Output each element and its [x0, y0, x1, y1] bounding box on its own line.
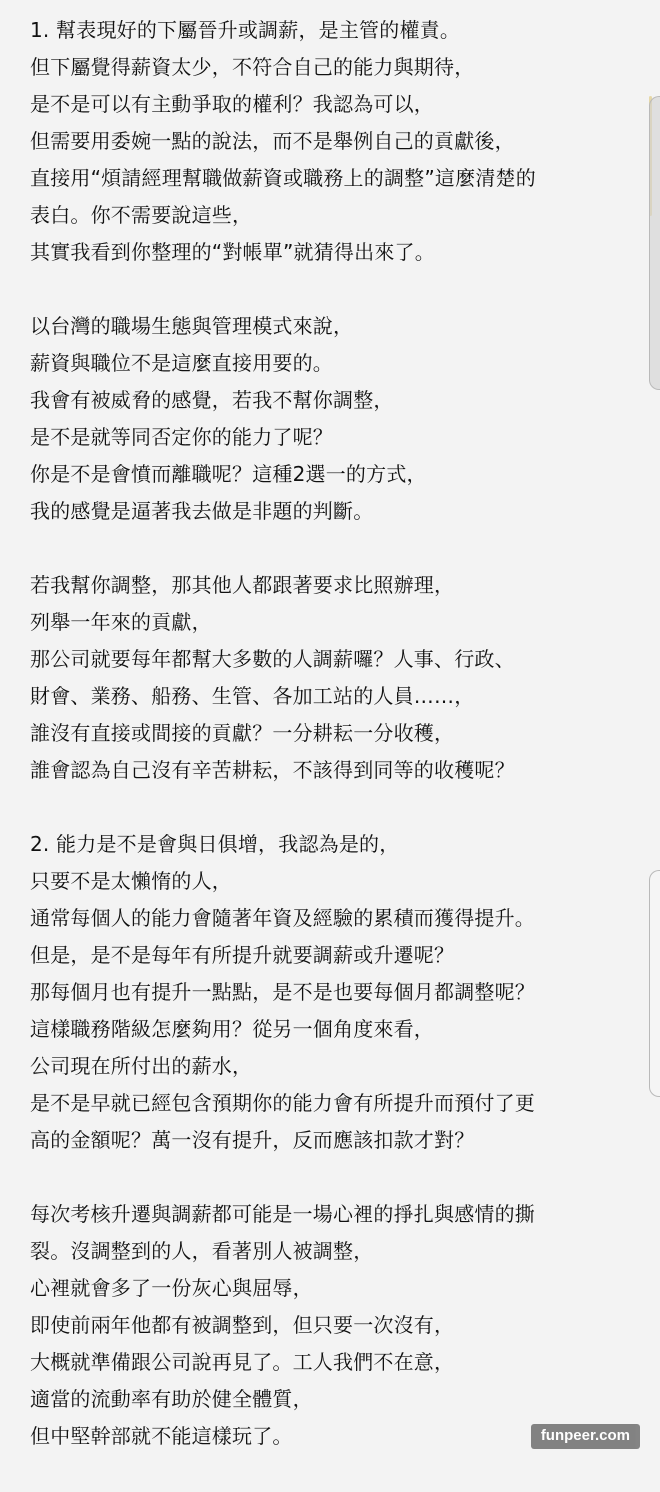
- text-line: 但中堅幹部就不能這樣玩了。: [30, 1424, 293, 1448]
- text-line: 但是，是不是每年有所提升就要調薪或升遷呢？: [30, 943, 455, 967]
- text-line: 這樣職務階級怎麼夠用？從另一個角度來看，: [30, 1017, 434, 1041]
- scroll-handle[interactable]: [649, 870, 660, 1097]
- text-line: 列舉一年來的貢獻，: [30, 610, 212, 634]
- text-line: 但下屬覺得薪資太少，不符合自己的能力與期待，: [30, 55, 475, 79]
- text-line: 只要不是太懶惰的人，: [30, 869, 232, 893]
- text-line: 薪資與職位不是這麼直接用要的。: [30, 351, 333, 375]
- text-line: 是不是就等同否定你的能力了呢？: [30, 425, 333, 449]
- text-line: 通常每個人的能力會隨著年資及經驗的累積而獲得提升。: [30, 906, 535, 930]
- text-line: 我會有被威脅的感覺，若我不幫你調整，: [30, 388, 394, 412]
- text-line: 其實我看到你整理的“對帳單”就猜得出來了。: [30, 240, 435, 264]
- scrollbar-thumb[interactable]: [649, 96, 660, 390]
- text-line: 若我幫你調整，那其他人都跟著要求比照辦理，: [30, 573, 455, 597]
- text-line: 2. 能力是不是會與日俱增，我認為是的，: [30, 832, 400, 856]
- text-line: 心裡就會多了一份灰心與屈辱，: [30, 1276, 313, 1300]
- watermark-label: funpeer.com: [531, 1424, 640, 1449]
- text-line: 那公司就要每年都幫大多數的人調薪囉？人事、行政、: [30, 647, 515, 671]
- text-line: 誰沒有直接或間接的貢獻？一分耕耘一分收穫，: [30, 721, 455, 745]
- article-body: [30, 12, 630, 1492]
- text-line: 但需要用委婉一點的說法，而不是舉例自己的貢獻後，: [30, 129, 515, 153]
- text-line: 是不是可以有主動爭取的權利？我認為可以，: [30, 92, 434, 116]
- text-line: 那每個月也有提升一點點，是不是也要每個月都調整呢？: [30, 980, 535, 1004]
- text-line: 表白。你不需要說這些，: [30, 203, 253, 227]
- paragraph: [30, 1196, 630, 1455]
- text-line: 我的感覺是逼著我去做是非題的判斷。: [30, 499, 374, 523]
- text-line: 你是不是會憤而離職呢？這種2選一的方式，: [30, 462, 427, 486]
- text-line: 適當的流動率有助於健全體質，: [30, 1387, 313, 1411]
- text-line: 高的金額呢？萬一沒有提升，反而應該扣款才對？: [30, 1128, 475, 1152]
- paragraph: [30, 567, 630, 789]
- text-line: 直接用“煩請經理幫職做薪資或職務上的調整”這麼清楚的: [30, 166, 536, 190]
- text-line: 裂。沒調整到的人，看著別人被調整，: [30, 1239, 374, 1263]
- text-line: 是不是早就已經包含預期你的能力會有所提升而預付了更: [30, 1091, 535, 1115]
- text-line: 大概就準備跟公司說再見了。工人我們不在意，: [30, 1350, 455, 1374]
- text-line: 1. 幫表現好的下屬晉升或調薪，是主管的權責。: [30, 18, 461, 42]
- text-line: 誰會認為自己沒有辛苦耕耘，不該得到同等的收穫呢？: [30, 758, 515, 782]
- text-line: 以台灣的職場生態與管理模式來說，: [30, 314, 354, 338]
- text-line: 每次考核升遷與調薪都可能是一場心裡的掙扎與感情的撕: [30, 1202, 535, 1226]
- text-line: 財會、業務、船務、生管、各加工站的人員……，: [30, 684, 475, 708]
- paragraph: [30, 826, 630, 1159]
- paragraph: [30, 308, 630, 530]
- text-line: 即使前兩年他都有被調整到，但只要一次沒有，: [30, 1313, 455, 1337]
- text-line: 公司現在所付出的薪水，: [30, 1054, 253, 1078]
- paragraph: [30, 12, 630, 271]
